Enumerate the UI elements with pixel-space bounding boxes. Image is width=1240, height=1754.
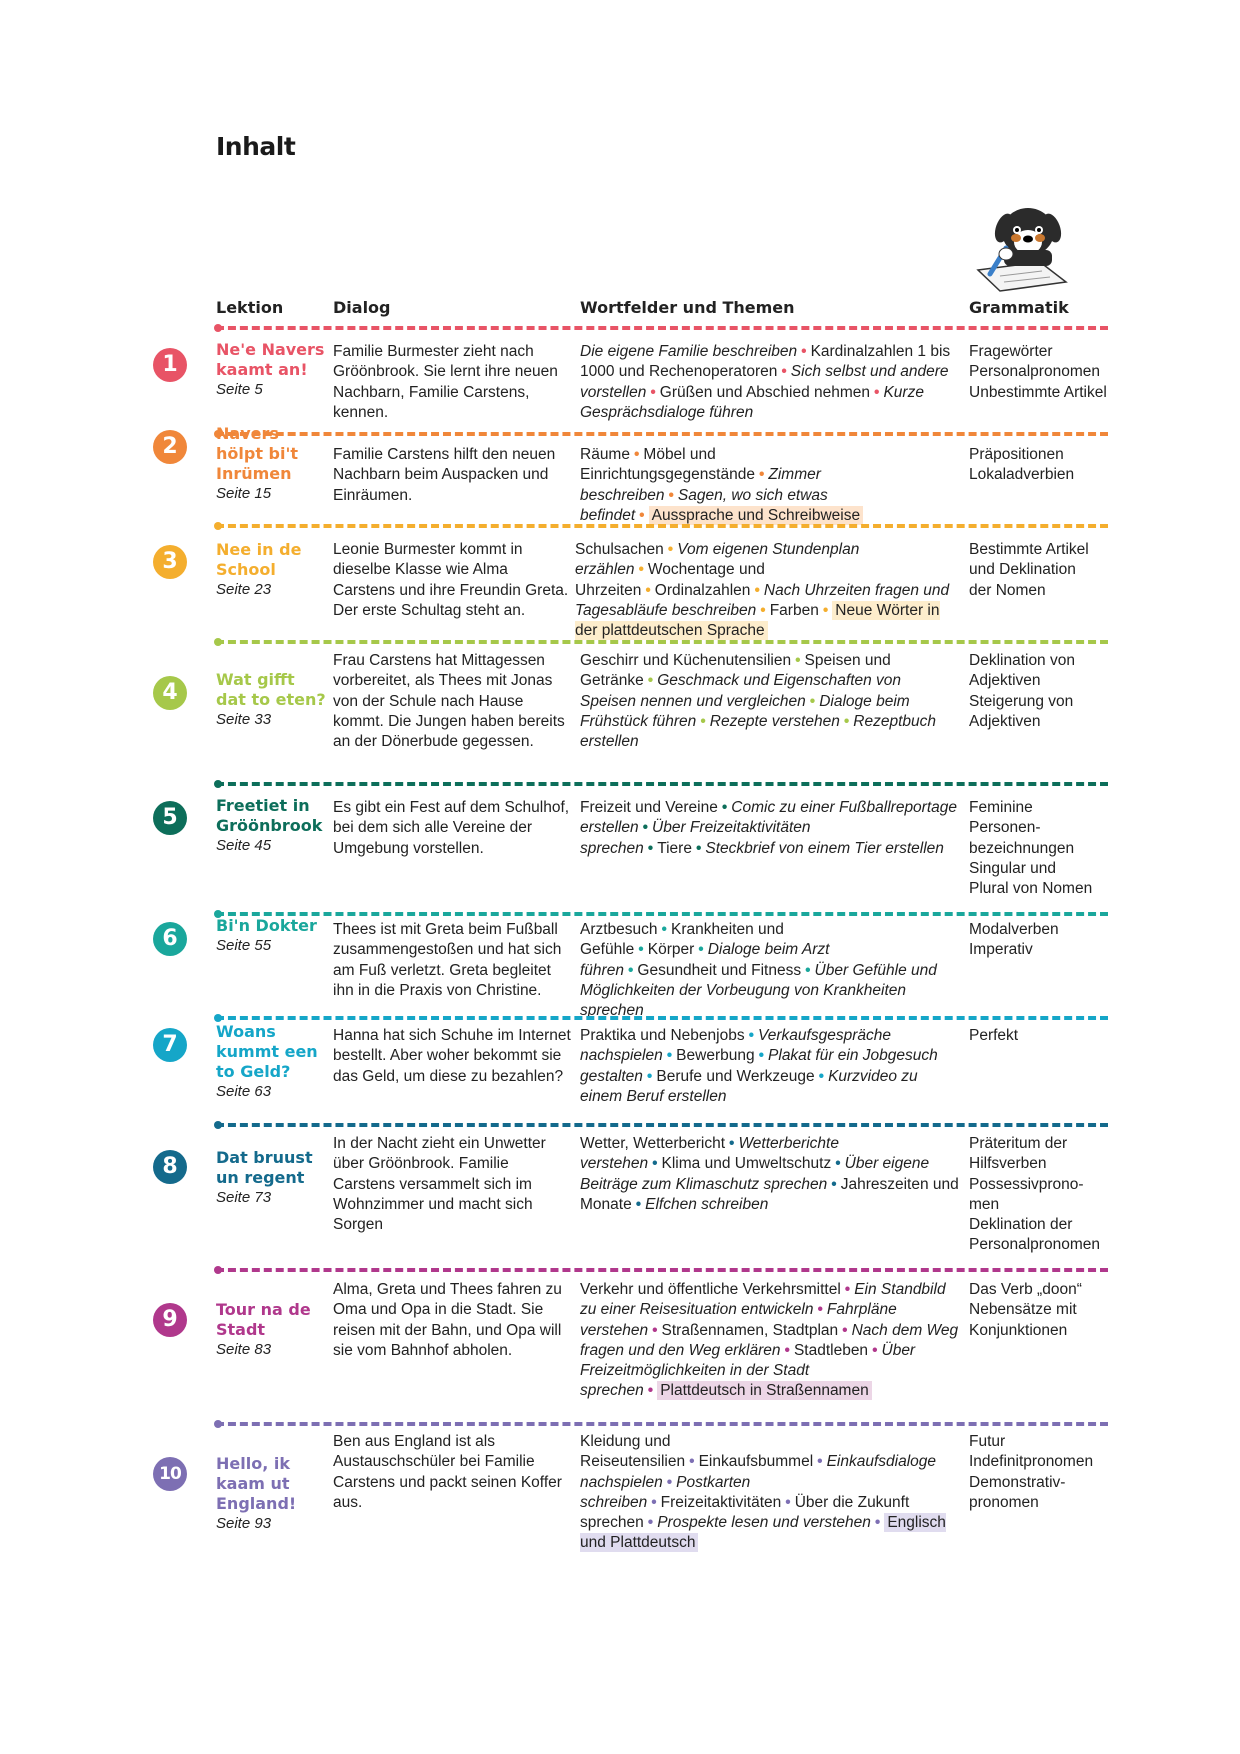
topic-bullet: • [748,1027,755,1044]
lesson-grammar [969,798,1119,899]
lesson-separator [216,1016,1108,1020]
topic-item: Tiere [657,839,692,857]
topic-bullet: • [835,1155,841,1173]
grammar-item: Präpositionen [969,446,1064,463]
lesson-topics [580,1026,960,1107]
topic-bullet: • [809,692,816,710]
header-wortfelder: Wortfelder und Themen [580,298,795,317]
topic-bullet: • [647,1514,654,1532]
topic-item: Nach dem Weg fragen und den Weg erklären [580,1321,959,1359]
topic-bullet: • [758,1047,765,1065]
lesson-topics [580,342,960,423]
topic-bullet: • [639,506,645,524]
lesson-title-cell[interactable] [216,540,326,600]
lesson-dialog: Thees ist mit Greta beim Fußball zusammengestoßen und hat sich am Fuß verletzt. Greta begleitet ihn in die Praxis von Christine. [333,921,562,999]
lesson-grammar [969,540,1119,601]
topic-bullet: • [666,1473,673,1491]
topic-bullet: • [874,1514,881,1532]
separator-dot [214,1420,222,1428]
lesson-title[interactable]: Dat bruust un regent [216,1148,313,1187]
topic-item: Wochentage und Uhrzeiten [575,561,765,599]
topic-item: Zimmer beschreiben [580,466,821,504]
topic-bullet: • [638,561,644,579]
lesson-title[interactable]: Woans kummt een to Geld? [216,1022,318,1081]
topic-bullet: • [661,921,667,938]
topic-item: Die eigene Familie beschreiben [580,343,798,360]
topic-bullet: • [627,961,634,979]
grammar-item: pronomen [969,1493,1039,1511]
lesson-separator [216,640,1108,644]
grammar-item: Feminine [969,799,1033,816]
topic-bullet: • [689,1453,695,1471]
grammar-item: Possessivprono- [969,1175,1084,1193]
topic-bullet: • [647,672,654,690]
topic-bullet: • [805,961,811,979]
grammar-item: Perfekt [969,1027,1019,1044]
grammar-item: men [969,1195,1000,1213]
topic-bullet: • [784,1341,790,1359]
topic-item: Krankheiten und Gefühle [580,921,784,959]
lesson-title-cell[interactable] [216,796,326,856]
grammar-item: Personalpronomen [969,363,1100,381]
lesson-number-badge: 9 [153,1303,187,1337]
topic-bullet: • [642,819,649,837]
lesson-number-badge: 8 [153,1150,187,1184]
lesson-separator [216,524,1108,528]
lesson-title-cell[interactable] [216,1300,326,1360]
topic-item: Sich selbst und andere vorstellen [580,363,949,401]
topic-item: Plattdeutsch in Straßennamen [657,1381,872,1400]
lesson-dialog: Frau Carstens hat Mittagessen vorbereitet, als Thees mit Jonas von der Schule nach Hause kommt. Die Jungen haben bereits an der Dönerbude gegessen. [333,652,565,751]
lesson-title[interactable]: Nee in de School [216,540,302,579]
topic-item: Nach Uhrzeiten fragen und Tagesabläufe beschreiben [575,581,950,619]
topic-bullet: • [651,1493,657,1511]
lesson-page: Seite 5 [216,381,263,398]
lesson-separator [216,1268,1108,1272]
grammar-item: Hilfsverben [969,1155,1047,1173]
separator-dot [214,1014,222,1022]
topic-bullet: • [795,652,801,669]
header-lektion: Lektion [216,298,284,317]
topic-bullet: • [638,941,644,959]
lesson-dialog: Ben aus England ist als Austauschschüler bei Familie Carstens und packt seinen Koffer aus. [333,1433,562,1511]
topic-bullet: • [817,1453,823,1471]
lesson-page: Seite 15 [216,485,272,502]
topic-bullet: • [729,1135,735,1152]
topic-bullet: • [844,1281,851,1298]
topic-item: Über Freizeitmöglichkeiten in der Stadt sprechen [580,1341,916,1400]
lesson-title-cell[interactable] [216,340,326,400]
topic-item: Gesundheit und Fitness [637,961,802,979]
grammar-item: Steigerung von [969,692,1074,710]
lesson-page: Seite 63 [216,1083,272,1100]
lesson-separator [216,1422,1108,1426]
lesson-grammar [969,342,1119,403]
lesson-dialog: Leonie Burmester kommt in dieselbe Klasse wie Alma Carstens und ihre Freundin Greta. Der erste Schultag steht an. [333,541,569,619]
topic-bullet: • [698,941,704,959]
lesson-number-badge: 4 [153,676,187,710]
topic-item: Stadtleben [793,1341,869,1359]
lesson-topics [580,1432,960,1554]
topic-item: Englisch und Plattdeutsch [580,1514,946,1552]
topic-item: Einkaufsdialoge nachspielen [580,1453,937,1491]
header-grammatik: Grammatik [969,298,1069,317]
topic-item: Über Gefühle und Möglichkeiten der Vorbeugung von Krankheiten sprechen [580,961,937,1020]
topic-item: Freizeitaktivitäten [660,1493,782,1511]
topic-item: Ein Standbild zu einer Reisesituation entwickeln [580,1281,946,1319]
topic-bullet: • [652,1321,658,1339]
lesson-grammar [969,920,1119,961]
topic-bullet: • [647,839,654,857]
topic-item: Berufe und Werkzeuge [656,1067,815,1085]
lesson-grammar [969,445,1119,486]
grammar-item: der Nomen [969,581,1046,599]
lesson-topics [580,651,960,752]
topic-bullet: • [801,343,807,360]
topic-bullet: • [635,1195,642,1213]
topic-item: Speisen und Getränke [580,652,891,690]
topic-item: Rezeptbuch erstellen [580,712,937,751]
lesson-dialog: Alma, Greta und Thees fahren zu Oma und Opa in die Stadt. Sie reisen mit der Bahn, und Opa will sie vom Bahnhof abholen. [333,1281,562,1359]
grammar-item: bezeichnungen [969,839,1075,857]
grammar-item: Plural von Nomen [969,880,1093,898]
lesson-title[interactable]: Hello, ik kaam ut England! [216,1454,297,1513]
lesson-title-cell[interactable] [216,1148,326,1208]
topic-item: Fahrpläne verstehen [580,1301,897,1339]
lesson-topics [580,1134,960,1215]
topic-item: Elfchen schreiben [645,1195,769,1213]
topic-item: Postkarten schreiben [580,1473,751,1511]
topic-item: Bewerbung [676,1047,755,1065]
topic-item: Plakat für ein Jobgesuch gestalten [580,1047,938,1085]
separator-dot [214,522,222,530]
topic-item: Grüßen und Abschied nehmen [659,383,871,401]
grammar-item: Bestimmte Artikel [969,541,1089,558]
grammar-item: Deklination von [969,652,1075,669]
topic-item: Dialoge beim Frühstück führen [580,692,910,730]
topic-item: Ordinalzahlen [654,581,751,599]
topic-bullet: • [700,712,706,730]
lesson-page: Seite 45 [216,837,272,854]
lesson-number-badge: 7 [153,1028,187,1062]
topic-item: Wetterberichte verstehen [580,1135,839,1173]
topic-item: Über eigene Beiträge zum Klimaschutz sprechen [580,1155,930,1193]
grammar-item: Konjunktionen [969,1321,1068,1339]
topic-item: Sagen, wo sich etwas befindet [580,486,828,524]
topic-item: Verkehr und öffentliche Verkehrsmittel [580,1281,841,1298]
topic-bullet: • [650,383,656,401]
lesson-separator [216,912,1108,916]
page-title: Inhalt [216,132,296,161]
topic-item: Schulsachen [575,541,664,558]
topic-item: Neue Wörter in der plattdeutschen Sprache [575,601,940,640]
grammar-item: Modalverben [969,921,1059,938]
topic-bullet: • [695,839,702,857]
lesson-number-badge: 1 [153,348,187,382]
topic-item: Räume [580,446,630,463]
lesson-separator [216,1123,1108,1127]
topic-item: Geschirr und Küchenutensilien [580,652,792,669]
header-dialog: Dialog [333,298,391,317]
topic-item: Praktika und Nebenjobs [580,1027,745,1044]
lesson-grammar [969,651,1119,732]
lesson-title-cell[interactable] [216,1454,326,1534]
topic-bullet: • [822,601,829,619]
lesson-title[interactable]: Wat gifft dat to eten? [216,670,326,709]
topic-bullet: • [785,1493,791,1511]
grammar-item: Adjektiven [969,712,1041,730]
topic-bullet: • [645,581,651,599]
topic-item: Möbel und Einrichtungsgegenstände [580,446,755,484]
separator-dot [214,324,222,332]
separator-dot [214,1121,222,1129]
topic-item: Einkaufsbummel [698,1453,814,1471]
topic-item: Kurzvideo zu einem Beruf erstellen [580,1067,918,1105]
topic-item: Geschmack und Eigenschaften von Speisen nennen und vergleichen [580,672,902,710]
lesson-topics [580,798,960,859]
table-header [0,298,1240,322]
topic-bullet: • [666,1047,673,1065]
topic-bullet: • [633,446,640,463]
topic-item: Comic zu einer Fußballreportage erstellen [580,799,958,837]
topic-bullet: • [668,486,674,504]
topic-bullet: • [843,712,850,730]
lesson-title-cell[interactable] [216,916,326,956]
lesson-number-badge: 5 [153,801,187,835]
lesson-title[interactable]: Ne'e Navers kaamt an! [216,340,325,379]
topic-item: Steckbrief von einem Tier erstellen [705,839,944,857]
lesson-page: Seite 83 [216,1341,272,1358]
lesson-grammar [969,1134,1119,1256]
lesson-title-cell[interactable] [216,670,326,730]
topic-item: Freizeit und Vereine [580,799,718,816]
lesson-page: Seite 93 [216,1515,272,1532]
lesson-title[interactable]: Freetiet in Gröönbrook [216,796,323,835]
topic-item: Jahreszeiten und Monate [580,1175,959,1213]
lesson-dialog: Es gibt ein Fest auf dem Schulhof, bei dem sich alle Vereine der Umgebung vorstellen. [333,799,570,857]
topic-item: Straßennamen, Stadtplan [661,1321,839,1339]
lesson-page: Seite 23 [216,581,272,598]
grammar-item: Lokaladverbien [969,466,1075,484]
lesson-number-badge: 2 [153,430,187,464]
grammar-item: Indefinitpronomen [969,1453,1094,1471]
grammar-item: Unbestimmte Artikel [969,383,1107,401]
lesson-page: Seite 33 [216,711,272,728]
topic-bullet: • [781,363,787,381]
topic-bullet: • [721,799,728,816]
topic-item: Kardinalzahlen 1 bis 1000 und Rechenoperatoren [580,343,951,381]
topic-item: Kleidung und Reiseutensilien [580,1433,686,1471]
grammar-item: Futur [969,1433,1006,1450]
topic-item: Verkaufsgespräche nachspielen [580,1027,891,1065]
lesson-topics [580,920,960,1021]
grammar-item: und Deklination [969,561,1076,579]
lesson-topics [580,445,960,526]
lesson-separator [216,432,1108,436]
lesson-title[interactable]: Tour na de Stadt [216,1300,311,1339]
topic-bullet: • [652,1155,658,1173]
separator-dot [214,780,222,788]
topic-bullet: • [760,601,766,619]
topic-item: Klima und Umweltschutz [661,1155,832,1173]
grammar-item: Personen- [969,819,1041,837]
lesson-title-cell[interactable] [216,424,326,504]
separator-dot [214,638,222,646]
topic-item: Wetter, Wetterbericht [580,1135,726,1152]
topic-bullet: • [758,466,765,484]
lesson-dialog: Familie Carstens hilft den neuen Nachbarn beim Auspacken und Einräumen. [333,446,556,504]
lesson-dialog: Familie Burmester zieht nach Gröönbrook. Sie lernt ihre neuen Nachbarn, Familie Carstens, kennen. [333,343,558,421]
lesson-grammar [969,1432,1119,1513]
topic-item: Arztbesuch [580,921,658,938]
lesson-title-cell[interactable] [216,1022,326,1102]
topic-item: Rezepte verstehen [709,712,840,730]
lesson-number-badge: 3 [153,545,187,579]
lesson-topics [580,1280,960,1402]
grammar-item: Imperativ [969,941,1033,959]
grammar-item: Singular und [969,859,1057,877]
lesson-number-badge: 6 [153,922,187,956]
topic-bullet: • [646,1067,653,1085]
topic-bullet: • [831,1175,837,1193]
lesson-separator [216,782,1108,786]
lesson-grammar [969,1026,1119,1046]
lesson-grammar [969,1280,1119,1341]
grammar-item: Personalpronomen [969,1236,1100,1254]
lesson-title[interactable]: Navers hölpt bi't Inrümen [216,424,299,483]
separator-dot [214,1266,222,1274]
topic-bullet: • [754,581,760,599]
topic-item: Aussprache und Schreibweise [649,506,864,525]
lesson-separator [216,326,1108,330]
lesson-topics [575,540,955,641]
topic-item: Körper [647,941,695,959]
grammar-item: Adjektiven [969,672,1041,690]
lesson-dialog: Hanna hat sich Schuhe im Internet bestellt. Aber woher bekommt sie das Geld, um diese zu bezahlen? [333,1027,571,1085]
topic-item: Prospekte lesen und verstehen [657,1514,871,1532]
topic-bullet: • [647,1382,654,1400]
grammar-item: Deklination der [969,1216,1073,1234]
topic-bullet: • [872,1341,878,1359]
grammar-item: Das Verb „doon“ [969,1281,1082,1298]
topic-bullet: • [842,1321,848,1339]
dog-writing-icon [970,192,1076,292]
grammar-item: Präteritum der [969,1135,1068,1152]
topic-item: Vom eigenen Stundenplan erzählen [575,541,860,579]
topic-bullet: • [874,383,880,401]
grammar-item: Demonstrativ- [969,1473,1066,1491]
lesson-dialog: In der Nacht zieht ein Unwetter über Gröönbrook. Familie Carstens versammelt sich im Wohnzimmer und macht sich Sorgen [333,1135,546,1234]
topic-item: Farben [769,601,819,619]
topic-item: Über die Zukunft sprechen [580,1493,910,1532]
lesson-page: Seite 73 [216,1189,272,1206]
topic-bullet: • [818,1067,825,1085]
lesson-page: Seite 55 [216,937,272,954]
topic-bullet: • [817,1301,823,1319]
topic-bullet: • [667,541,674,558]
topic-item: Kurze Gesprächsdialoge führen [580,383,924,421]
topic-item: Dialoge beim Arzt führen [580,941,830,979]
lesson-number-badge: 10 [153,1457,187,1491]
grammar-item: Nebensätze mit [969,1301,1077,1319]
grammar-item: Fragewörter [969,343,1053,360]
lesson-title[interactable]: Bi'n Dokter [216,916,317,935]
topic-item: Über Freizeitaktivitäten sprechen [580,819,811,857]
